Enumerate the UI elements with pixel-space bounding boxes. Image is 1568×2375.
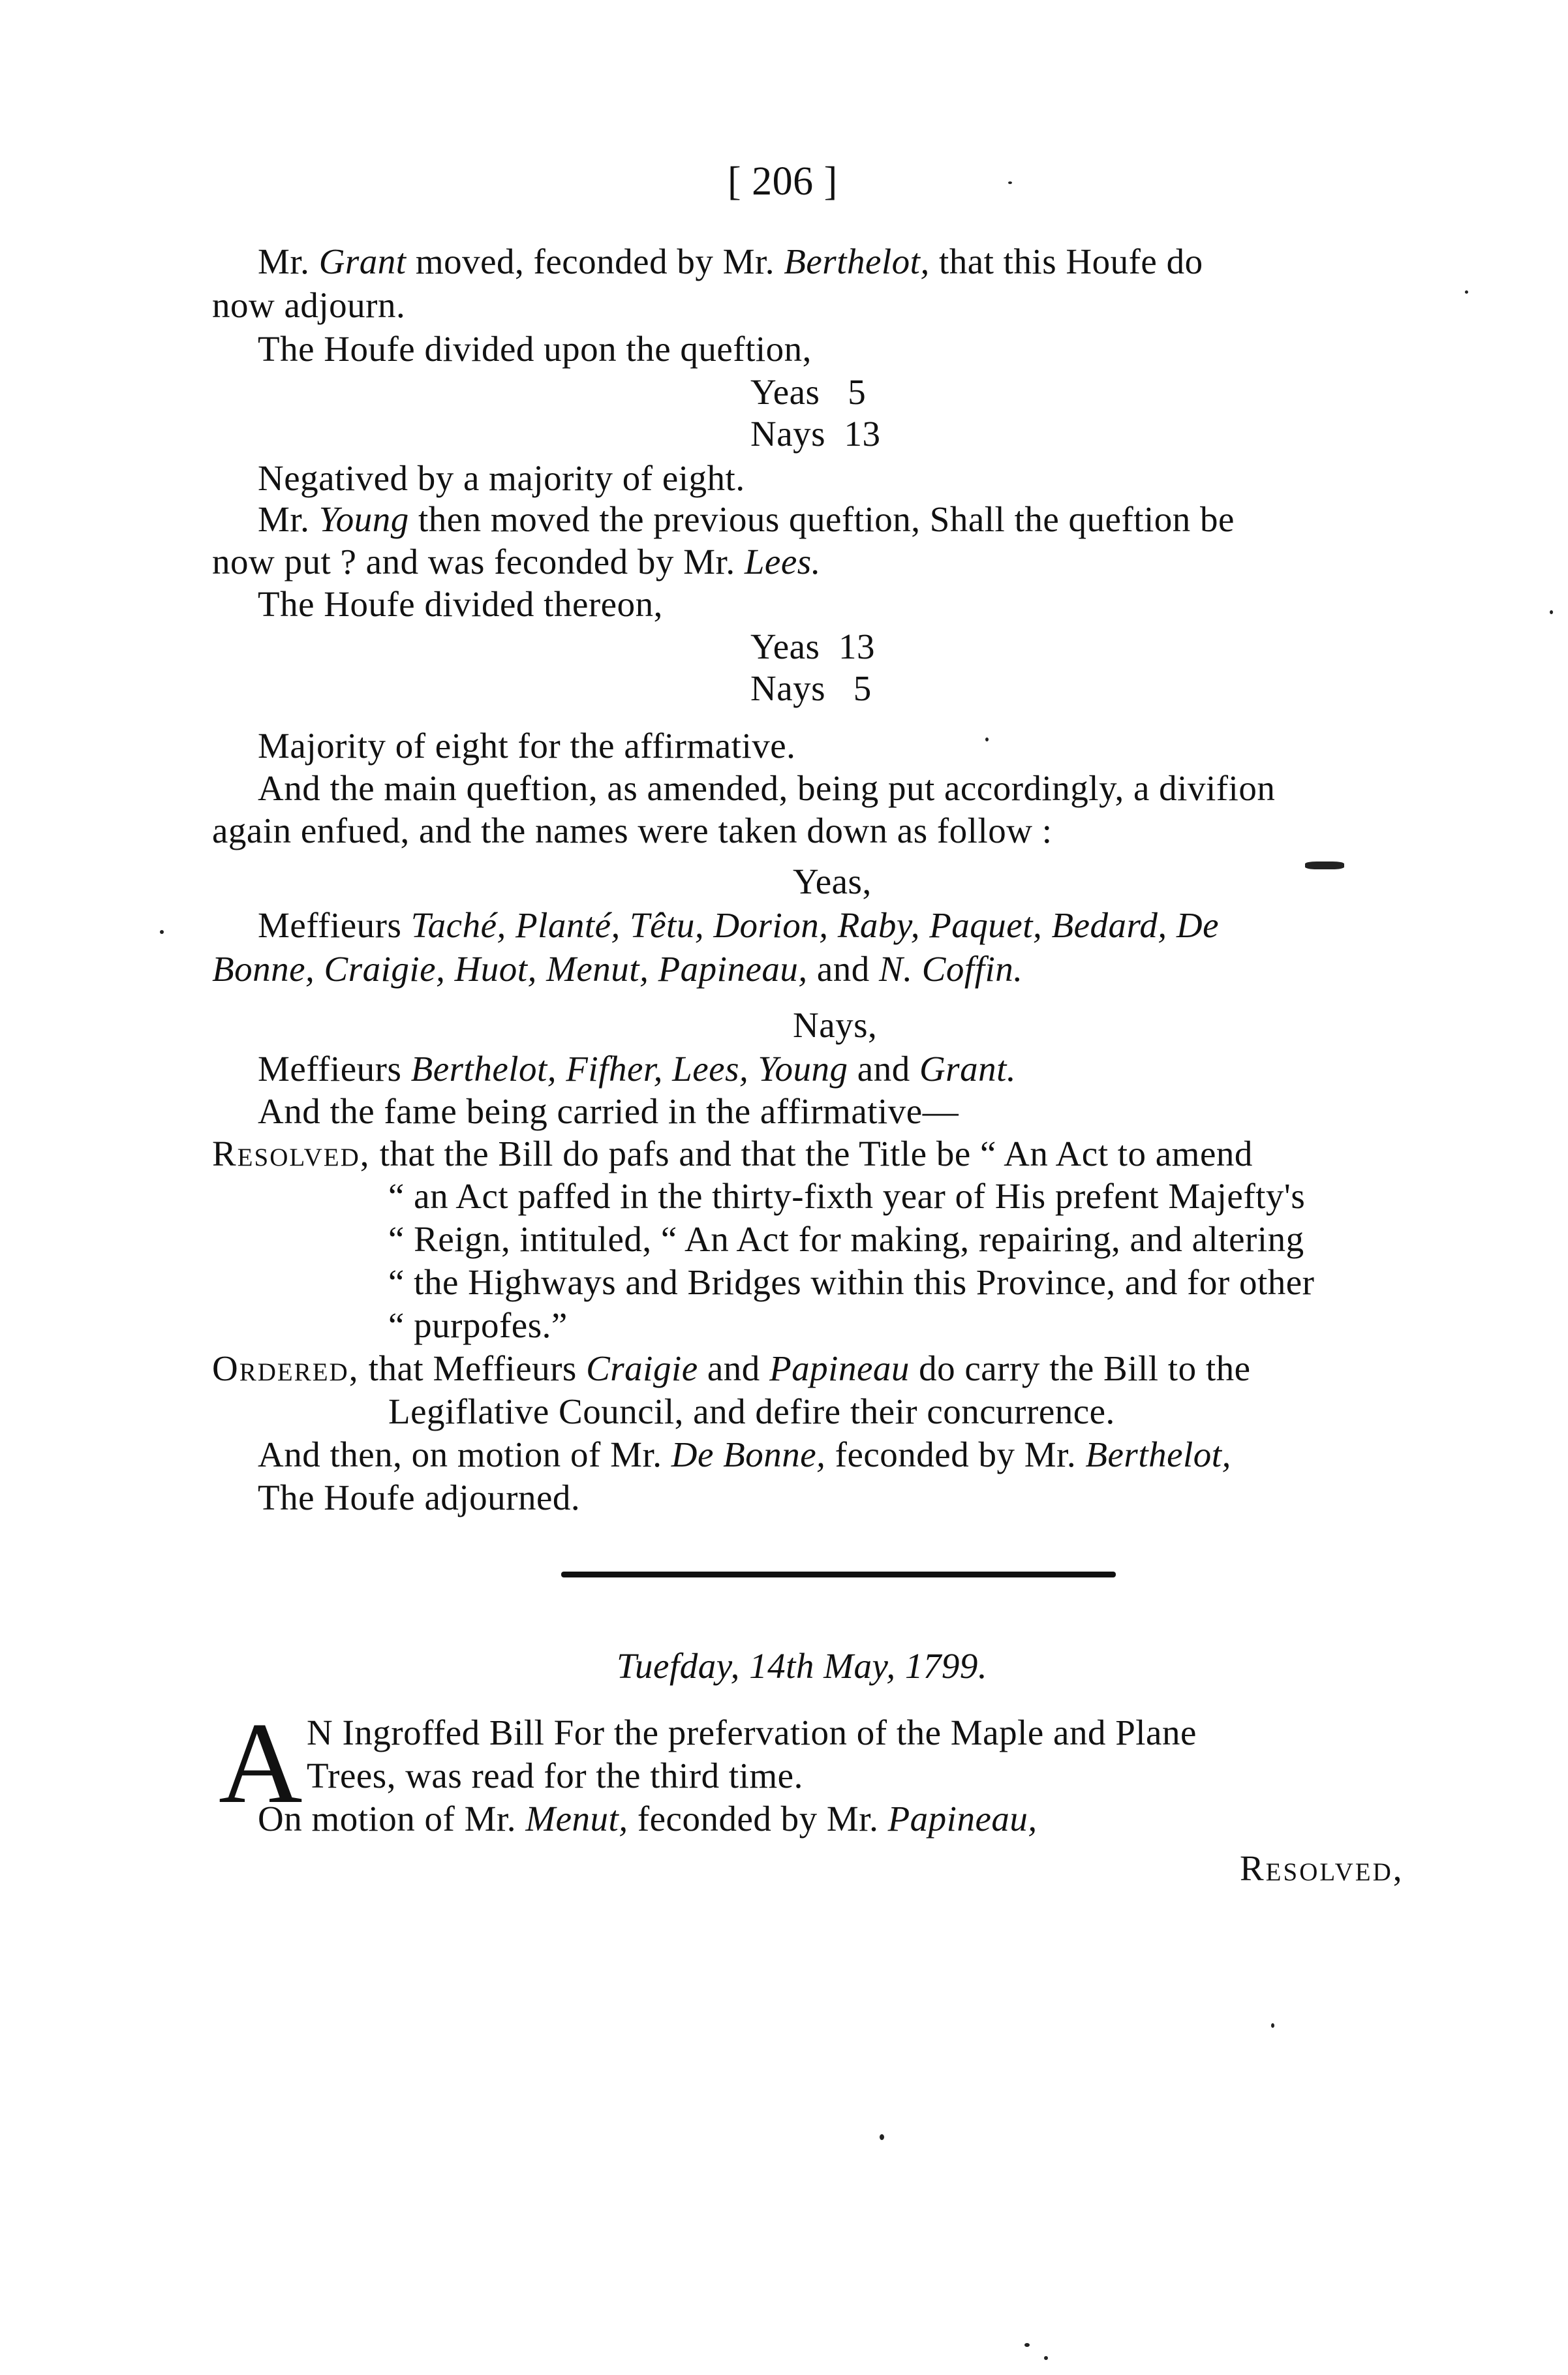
text-line: Ordered, that Meffieurs Craigie and Papineau do carry the Bill to the [212, 1348, 1251, 1388]
text-line: Legiflative Council, and defire their concurrence. [388, 1391, 1115, 1431]
text-line: again enfued, and the names were taken down as follow : [212, 811, 1053, 850]
scan-speck [1008, 181, 1012, 184]
text-line: The Houfe adjourned. [258, 1478, 581, 1517]
text-line: Mr. Grant moved, feconded by Mr. Berthelot, that this Houfe do [258, 241, 1203, 281]
scan-speck [1305, 862, 1344, 869]
text-line: Meffieurs Berthelot, Fifher, Lees, Young and Grant. [258, 1049, 1017, 1089]
text-line: Bonne, Craigie, Huot, Menut, Papineau, and N. Coffin. [212, 949, 1023, 989]
text-line: The Houfe divided thereon, [258, 584, 663, 624]
text-line: Resolved, that the Bill do pafs and that the Title be “ An Act to amend [212, 1134, 1253, 1173]
page-number: [ 206 ] [728, 159, 838, 204]
vote-nays: Nays 5 [750, 668, 872, 708]
scan-speck [1550, 610, 1553, 614]
vote-yeas: Yeas 5 [750, 372, 867, 412]
text-line: “ purpofes.” [388, 1305, 568, 1345]
text-line: On motion of Mr. Menut, feconded by Mr. Papineau, [258, 1799, 1038, 1839]
vote-yeas: Yeas 13 [750, 627, 875, 666]
scan-speck [985, 737, 989, 741]
text-line: The Houfe divided upon the queftion, [258, 329, 812, 369]
section-divider [561, 1572, 1116, 1577]
scan-speck [1024, 2343, 1030, 2347]
text-line: Meffieurs Taché, Planté, Têtu, Dorion, Raby, Paquet, Bedard, De [258, 905, 1220, 945]
nays-heading: Nays, [793, 1005, 878, 1045]
text-line: now put ? and was feconded by Mr. Lees. [212, 542, 821, 582]
scan-speck [1271, 2023, 1274, 2028]
text-line: And then, on motion of Mr. De Bonne, feconded by Mr. Berthelot, [258, 1435, 1231, 1474]
text-line: now adjourn. [212, 285, 406, 325]
scan-speck [160, 930, 164, 934]
drop-cap: A [219, 1698, 303, 1827]
text-line: N Ingroffed Bill For the prefervation of the Maple and Plane [307, 1713, 1197, 1752]
vote-nays: Nays 13 [750, 414, 881, 454]
text-line: Majority of eight for the affirmative. [258, 726, 796, 766]
scan-speck [1044, 2356, 1048, 2360]
scan-speck [1465, 290, 1468, 294]
text-line: “ an Act paffed in the thirty-fixth year of His prefent Majefty's [388, 1176, 1306, 1216]
catchword: Resolved, [1240, 1848, 1404, 1888]
date-heading: Tuefday, 14th May, 1799. [617, 1646, 988, 1686]
text-line: Negatived by a majority of eight. [258, 458, 745, 498]
text-line: “ Reign, intituled, “ An Act for making, repairing, and altering [388, 1219, 1304, 1259]
scan-speck [880, 2134, 884, 2140]
text-line: Mr. Young then moved the previous queftion, Shall the queftion be [258, 499, 1235, 539]
text-line: And the fame being carried in the affirmative— [258, 1091, 959, 1131]
text-line: Trees, was read for the third time. [307, 1756, 803, 1795]
text-line: “ the Highways and Bridges within this Province, and for other [388, 1262, 1315, 1302]
text-line: And the main queftion, as amended, being put accordingly, a divifion [258, 768, 1276, 808]
yeas-heading: Yeas, [793, 862, 872, 901]
